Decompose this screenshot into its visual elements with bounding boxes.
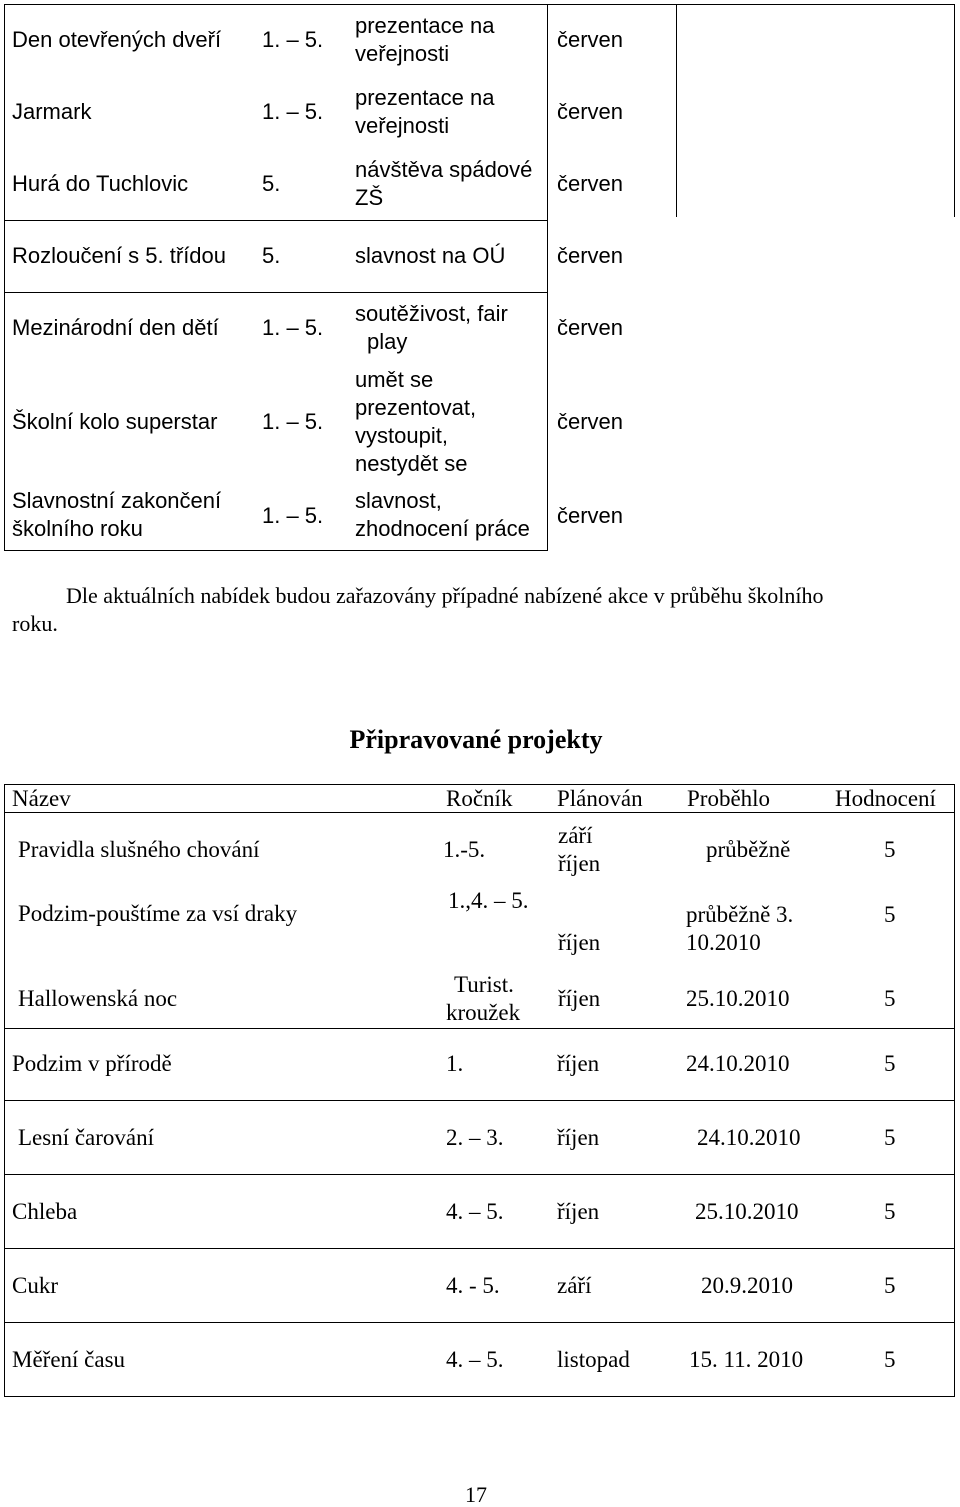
activity-grade: 1. – 5. <box>262 503 324 528</box>
project-done: 25.10.2010 <box>686 986 790 1011</box>
activity-month: červen <box>557 503 624 528</box>
project-done: 15. 11. 2010 <box>689 1347 804 1372</box>
project-name: Chleba <box>12 1199 78 1224</box>
project-planned: říjen <box>558 851 601 876</box>
project-name: Podzim v přírodě <box>12 1051 172 1076</box>
project-done: 20.9.2010 <box>701 1273 793 1298</box>
column-header: Hodnocení <box>835 786 936 811</box>
activity-purpose: prezentace na <box>355 85 495 110</box>
activity-grade: 1. – 5. <box>262 409 324 434</box>
activity-name: Rozloučení s 5. třídou <box>12 243 227 268</box>
project-done: 24.10.2010 <box>686 1051 790 1076</box>
project-name: Pravidla slušného chování <box>18 837 260 862</box>
project-planned: září <box>557 1273 592 1298</box>
column-header: Proběhlo <box>687 786 771 811</box>
project-grade: 4. – 5. <box>446 1199 504 1224</box>
activity-purpose: vystoupit, <box>355 423 448 448</box>
project-grade: 4. - 5. <box>446 1273 500 1298</box>
project-rating: 5 <box>884 1273 896 1298</box>
project-done: 25.10.2010 <box>695 1199 799 1224</box>
activity-name: Den otevřených dveří <box>12 27 222 52</box>
activity-purpose: návštěva spádové <box>355 157 533 182</box>
project-done: průběžně <box>706 837 791 862</box>
project-planned: říjen <box>557 1051 600 1076</box>
project-name: Hallowenská noc <box>18 986 178 1011</box>
project-grade: 1.-5. <box>443 837 486 862</box>
activity-name: školního roku <box>12 516 143 541</box>
column-header: Název <box>12 786 71 811</box>
project-done: 10.2010 <box>686 930 761 955</box>
project-rating: 5 <box>884 1347 896 1372</box>
activity-purpose: soutěživost, fair <box>355 301 508 326</box>
activity-name: Hurá do Tuchlovic <box>12 171 189 196</box>
activity-month: červen <box>557 243 624 268</box>
activity-purpose: slavnost, <box>355 488 442 513</box>
activity-month: červen <box>557 315 624 340</box>
project-rating: 5 <box>884 1125 896 1150</box>
project-grade: Turist. <box>454 972 514 997</box>
project-grade: 1. <box>446 1051 464 1076</box>
project-done: 24.10.2010 <box>697 1125 801 1150</box>
project-rating: 5 <box>884 986 896 1011</box>
project-planned: září <box>558 823 593 848</box>
activity-name: Slavnostní zakončení <box>12 488 222 513</box>
project-planned: říjen <box>558 986 601 1011</box>
project-grade: 4. – 5. <box>446 1347 504 1372</box>
project-name: Lesní čarování <box>18 1125 155 1150</box>
project-planned: říjen <box>557 1125 600 1150</box>
activity-purpose: ZŠ <box>355 185 384 210</box>
activity-grade: 1. – 5. <box>262 315 324 340</box>
note-line: Dle aktuálních nabídek budou zařazovány případné nabízené akce v průběhu školního <box>66 583 824 608</box>
project-planned: říjen <box>558 930 601 955</box>
activity-name: Školní kolo superstar <box>12 409 218 434</box>
activity-grade: 1. – 5. <box>262 99 324 124</box>
section-heading: Připravované projekty <box>349 725 603 754</box>
activity-purpose: zhodnocení práce <box>355 516 530 541</box>
project-name: Měření času <box>12 1347 126 1372</box>
project-name: Cukr <box>12 1273 58 1298</box>
project-rating: 5 <box>884 1051 896 1076</box>
activity-purpose: umět se <box>355 367 434 392</box>
activity-purpose: prezentace na <box>355 13 495 38</box>
page-number: 17 <box>465 1482 487 1507</box>
activity-purpose: veřejnosti <box>355 41 450 66</box>
column-header: Plánován <box>557 786 643 811</box>
activity-month: červen <box>557 409 624 434</box>
activity-month: červen <box>557 99 624 124</box>
activity-purpose: veřejnosti <box>355 113 450 138</box>
activity-purpose: prezentovat, <box>355 395 477 420</box>
project-grade: 1.,4. – 5. <box>448 888 529 913</box>
activity-name: Jarmark <box>12 99 92 124</box>
project-name: Podzim-pouštíme za vsí draky <box>18 901 298 926</box>
activity-purpose: slavnost na OÚ <box>355 243 506 268</box>
project-done: průběžně 3. <box>686 902 794 927</box>
project-rating: 5 <box>884 1199 896 1224</box>
activity-purpose: play <box>367 329 408 354</box>
activity-name: Mezinárodní den dětí <box>12 315 219 340</box>
project-rating: 5 <box>884 837 896 862</box>
project-planned: říjen <box>557 1199 600 1224</box>
project-rating: 5 <box>884 902 896 927</box>
note-line: roku. <box>12 611 58 636</box>
activity-month: červen <box>557 171 624 196</box>
activity-grade: 5. <box>262 243 281 268</box>
project-grade: 2. – 3. <box>446 1125 504 1150</box>
activity-grade: 1. – 5. <box>262 27 324 52</box>
project-planned: listopad <box>557 1347 630 1372</box>
activity-purpose: nestydět se <box>355 451 468 476</box>
column-header: Ročník <box>446 786 513 811</box>
project-grade: kroužek <box>446 1000 521 1025</box>
activity-grade: 5. <box>262 171 281 196</box>
activity-month: červen <box>557 27 624 52</box>
